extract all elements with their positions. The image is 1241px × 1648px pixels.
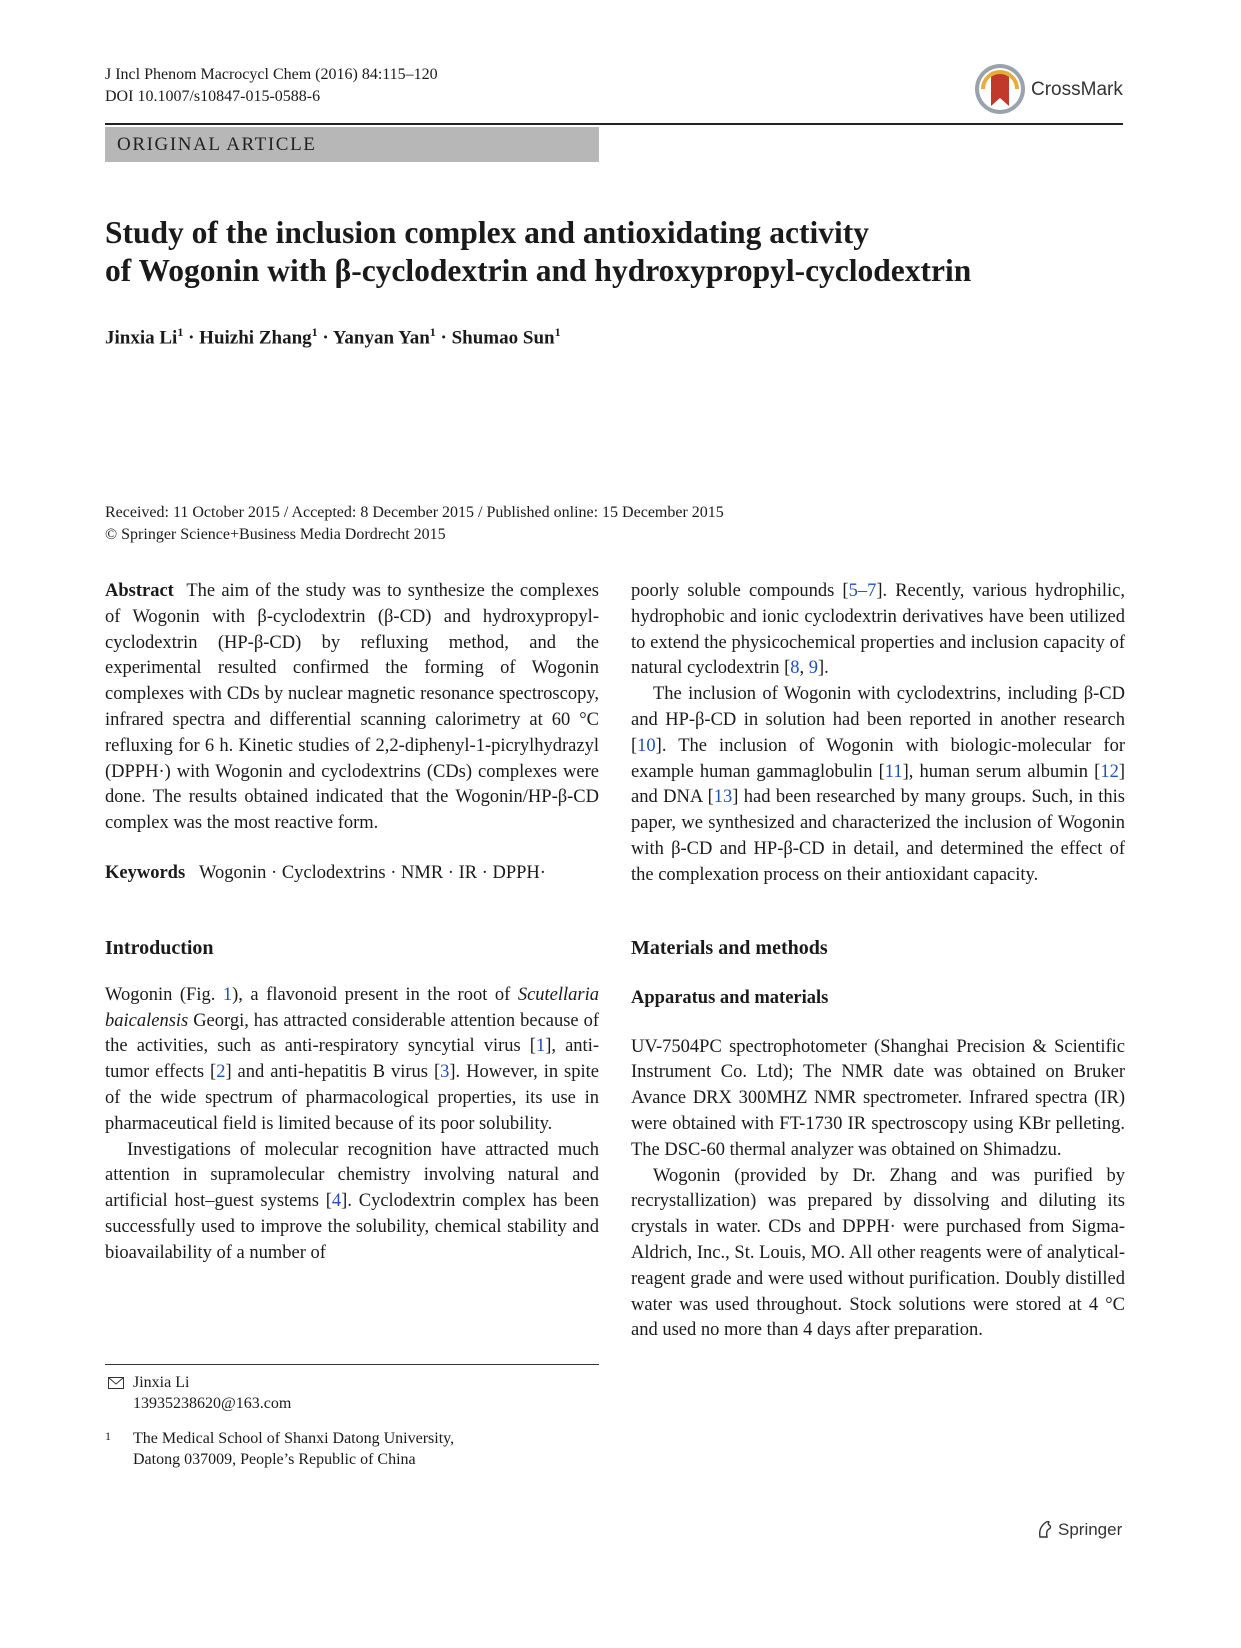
citation-link[interactable]: 9 (808, 658, 818, 679)
corresponding-author (105, 1372, 291, 1414)
doi[interactable]: DOI 10.1007/s10847-015-0588-6 (105, 88, 321, 105)
citation-link[interactable]: 5–7 (848, 581, 877, 601)
citation-link[interactable]: 2 (216, 1062, 226, 1083)
species-name: Scutellaria baicalensis (105, 984, 599, 1031)
publication-dates (105, 502, 724, 546)
corresponding-author-email[interactable]: 13935238620@163.com (133, 1395, 292, 1412)
author-affiliation-mark: 1 (177, 325, 184, 339)
apparatus-subheading: Apparatus and materials (631, 987, 829, 1008)
affiliation-line-1: The Medical School of Shanxi Datong University, (133, 1430, 455, 1447)
journal-name-volume: J Incl Phenom Macrocycl Chem (2016) 84:115–120 (105, 66, 438, 83)
abstract-text: The aim of the study was to synthesize the complexes of Wogonin with β-cyclodextrin (β-CD) and hydroxypropyl-cyclodextrin (HP-β-CD) by refluxing method, and the experimental resulted confirmed the forming of Wogonin complexes with CDs by nuclear magnetic resonance spectroscopy, infrared spectra and differential scanning calorimetry at 60 °C refluxing for 6 h. Kinetic studies of 2,2-diphenyl-1-picrylhydrazyl (DPPH·) with Wogonin and cyclodextrins (CDs) complexes were done. The results obtained indicated that the Wogonin/HP-β-CD complex was the most reactive form. (105, 581, 600, 834)
materials-methods-heading: Materials and methods (631, 936, 828, 959)
author-name[interactable]: Shumao Sun (451, 327, 555, 349)
citation-link[interactable]: 12 (1100, 761, 1119, 782)
keywords-label: Keywords (105, 862, 186, 883)
footnote-rule (105, 1364, 599, 1365)
author-name[interactable]: Huizhi Zhang (199, 327, 312, 349)
keywords (105, 861, 599, 887)
affiliation-line-2: Datong 037009, People’s Republic of China (133, 1451, 416, 1468)
author-name[interactable]: Jinxia Li (105, 327, 178, 349)
crossmark-badge[interactable] (973, 60, 1123, 118)
citation-link[interactable]: 13 (713, 787, 733, 808)
title-line-1: Study of the inclusion complex and antioxidating activity (105, 215, 869, 250)
title-line-2: of Wogonin with β-cyclodextrin and hydroxypropyl-cyclodextrin (105, 253, 972, 288)
introduction-paragraph-2: Investigations of molecular recognition have attracted much attention in supramolecular chemistry involving natural and artificial host–guest systems [4]. Cyclodextrin complex has been successfully used to improve the solubility, chemical stability and bioavailability of a number of (105, 1139, 599, 1263)
introduction-paragraph-3: The inclusion of Wogonin with cyclodextrins, including β-CD and HP-β-CD in solution had been reported in another research [10]. The inclusion of Wogonin with biologic-molecular for example human gammaglobulin [11], human serum albumin [12] and DNA [13] had been researched by many groups. Such, in this paper, we synthesized and characterized the inclusion of Wogonin with β-CD and HP-β-CD in detail, and determined the effect of the complexation process on their antioxidant capacity. (631, 684, 1126, 885)
springer-horse-icon (1036, 1519, 1054, 1539)
materials-paragraph-1: UV-7504PC spectrophotometer (Shanghai Precision & Scientific Instrument Co. Ltd); The NMR date was obtained on Bruker Avance DRX 300MHZ NMR spectrometer. Infrared spectra (IR) were obtained with FT-1730 IR spectroscopy using KBr pelleting. The DSC-60 thermal analyzer was obtained on Shimadzu. (631, 1036, 1125, 1160)
affiliation-footnote (105, 1428, 454, 1470)
author-affiliation-mark: 1 (311, 325, 318, 339)
citation-link[interactable]: 1 (535, 1036, 546, 1057)
keywords-text: Wogonin · Cyclodextrins · NMR · IR · DPPH· (199, 862, 546, 883)
author-list: Jinxia $Li^1$ · Huizhi Zhang$^1$ · Yanyan Yan$^1$ · Shumao Sun$^1$ (105, 325, 561, 349)
citation-link[interactable]: 4 (331, 1191, 342, 1212)
header-rule (105, 123, 1123, 125)
received-accepted-published: Received: 11 October 2015 / Accepted: 8 December 2015 / Published online: 15 December 2015 (105, 504, 724, 521)
materials-paragraph-2: Wogonin (provided by Dr. Zhang and was purified by recrystallization) was prepared by dissolving and diluting its crystals in water. CDs and DPPH· were purchased from Sigma-Aldrich, Inc., St. Louis, MO. All other reagents were of analytical-reagent grade and were used without purification. Doubly distilled water was used throughout. Stock solutions were stored at 4 °C and used no more than 4 days after preparation. (631, 1165, 1125, 1341)
crossmark-icon (973, 62, 1027, 116)
envelope-icon (108, 1377, 124, 1389)
figure-reference[interactable]: 1 (222, 984, 233, 1005)
citation-link[interactable]: 8 (790, 658, 800, 679)
affiliation-number: 1 (105, 1429, 111, 1443)
citation-link[interactable]: 11 (884, 761, 903, 782)
citation-link[interactable]: 3 (440, 1062, 450, 1083)
citation-link[interactable]: 10 (637, 735, 656, 756)
paper-title (105, 214, 1125, 290)
abstract (105, 579, 599, 837)
crossmark-label: CrossMark (1031, 79, 1123, 100)
abstract-label: Abstract (105, 581, 174, 601)
publisher-logo (1036, 1519, 1122, 1540)
article-type-banner: ORIGINAL ARTICLE (105, 127, 599, 162)
introduction-paragraph-1: Wogonin (Fig. 1), a flavonoid present in the root of Scutellaria baicalensis Georgi, has attracted considerable attention because of the activities, such as anti-respiratory syncytial virus [1], anti-tumor effects [2] and anti-hepatitis B virus [3]. However, in spite of the wide spectrum of pharmacological properties, its use in pharmaceutical field is limited because of its poor solubility. (105, 984, 600, 1134)
introduction-heading: Introduction (105, 936, 214, 959)
publisher-name: Springer (1058, 1520, 1123, 1539)
right-column (631, 579, 1125, 1344)
left-column (105, 579, 599, 1267)
author-affiliation-mark: 1 (429, 325, 436, 339)
corresponding-author-name: Jinxia Li (133, 1374, 190, 1391)
introduction-paragraph-2-continued: poorly soluble compounds [5–7]. Recently, various hydrophilic, hydrophobic and ionic cyclodextrin derivatives have been utilized to extend the physicochemical properties and inclusion capacity of natural cyclodextrin [8, 9]. (631, 581, 1126, 679)
author-name[interactable]: Yanyan Yan (332, 327, 430, 349)
journal-citation (105, 64, 438, 108)
copyright-notice: © Springer Science+Business Media Dordrecht 2015 (105, 526, 446, 543)
author-affiliation-mark: 1 (554, 325, 561, 339)
